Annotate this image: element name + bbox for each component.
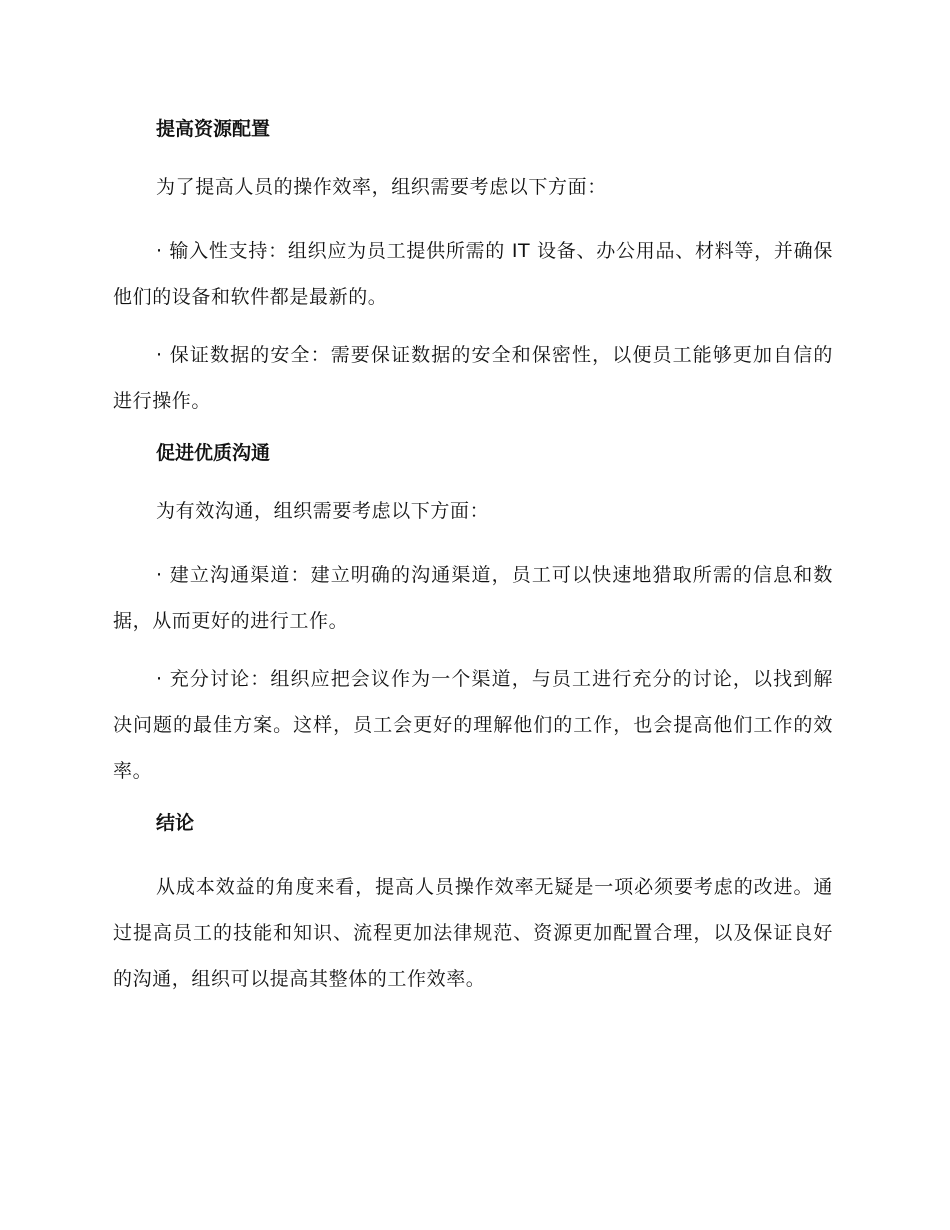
section-intro-communication: 为有效沟通，组织需要考虑以下方面：	[156, 500, 490, 522]
list-item-data-security: · 保证数据的安全：需要保证数据的安全和保密性，以便员工能够更加自信的进行操作。	[113, 344, 833, 412]
list-item-channels: · 建立沟通渠道：建立明确的沟通渠道，员工可以快速地猎取所需的信息和数据，从而更好的进行工作。	[113, 564, 833, 632]
section-heading-communication: 促进优质沟通	[156, 442, 271, 464]
list-item-input-support: · 输入性支持：组织应为员工提供所需的 IT 设备、办公用品、材料等，并确保他们的设备和软件都是最新的。	[113, 240, 833, 308]
section-heading-conclusion: 结论	[156, 812, 195, 834]
section-intro-resources: 为了提高人员的操作效率，组织需要考虑以下方面：	[156, 176, 607, 198]
section-heading-resources: 提高资源配置	[156, 118, 271, 140]
document-page	[113, 112, 833, 1014]
conclusion-paragraph: 从成本效益的角度来看，提高人员操作效率无疑是一项必须要考虑的改进。通过提高员工的技能和知识、流程更加法律规范、资源更加配置合理，以及保证良好的沟通，组织可以提高其整体的工作效率。	[113, 876, 833, 990]
list-item-discussion: · 充分讨论：组织应把会议作为一个渠道，与员工进行充分的讨论，以找到解决问题的最佳方案。这样，员工会更好的理解他们的工作，也会提高他们工作的效率。	[113, 668, 833, 782]
